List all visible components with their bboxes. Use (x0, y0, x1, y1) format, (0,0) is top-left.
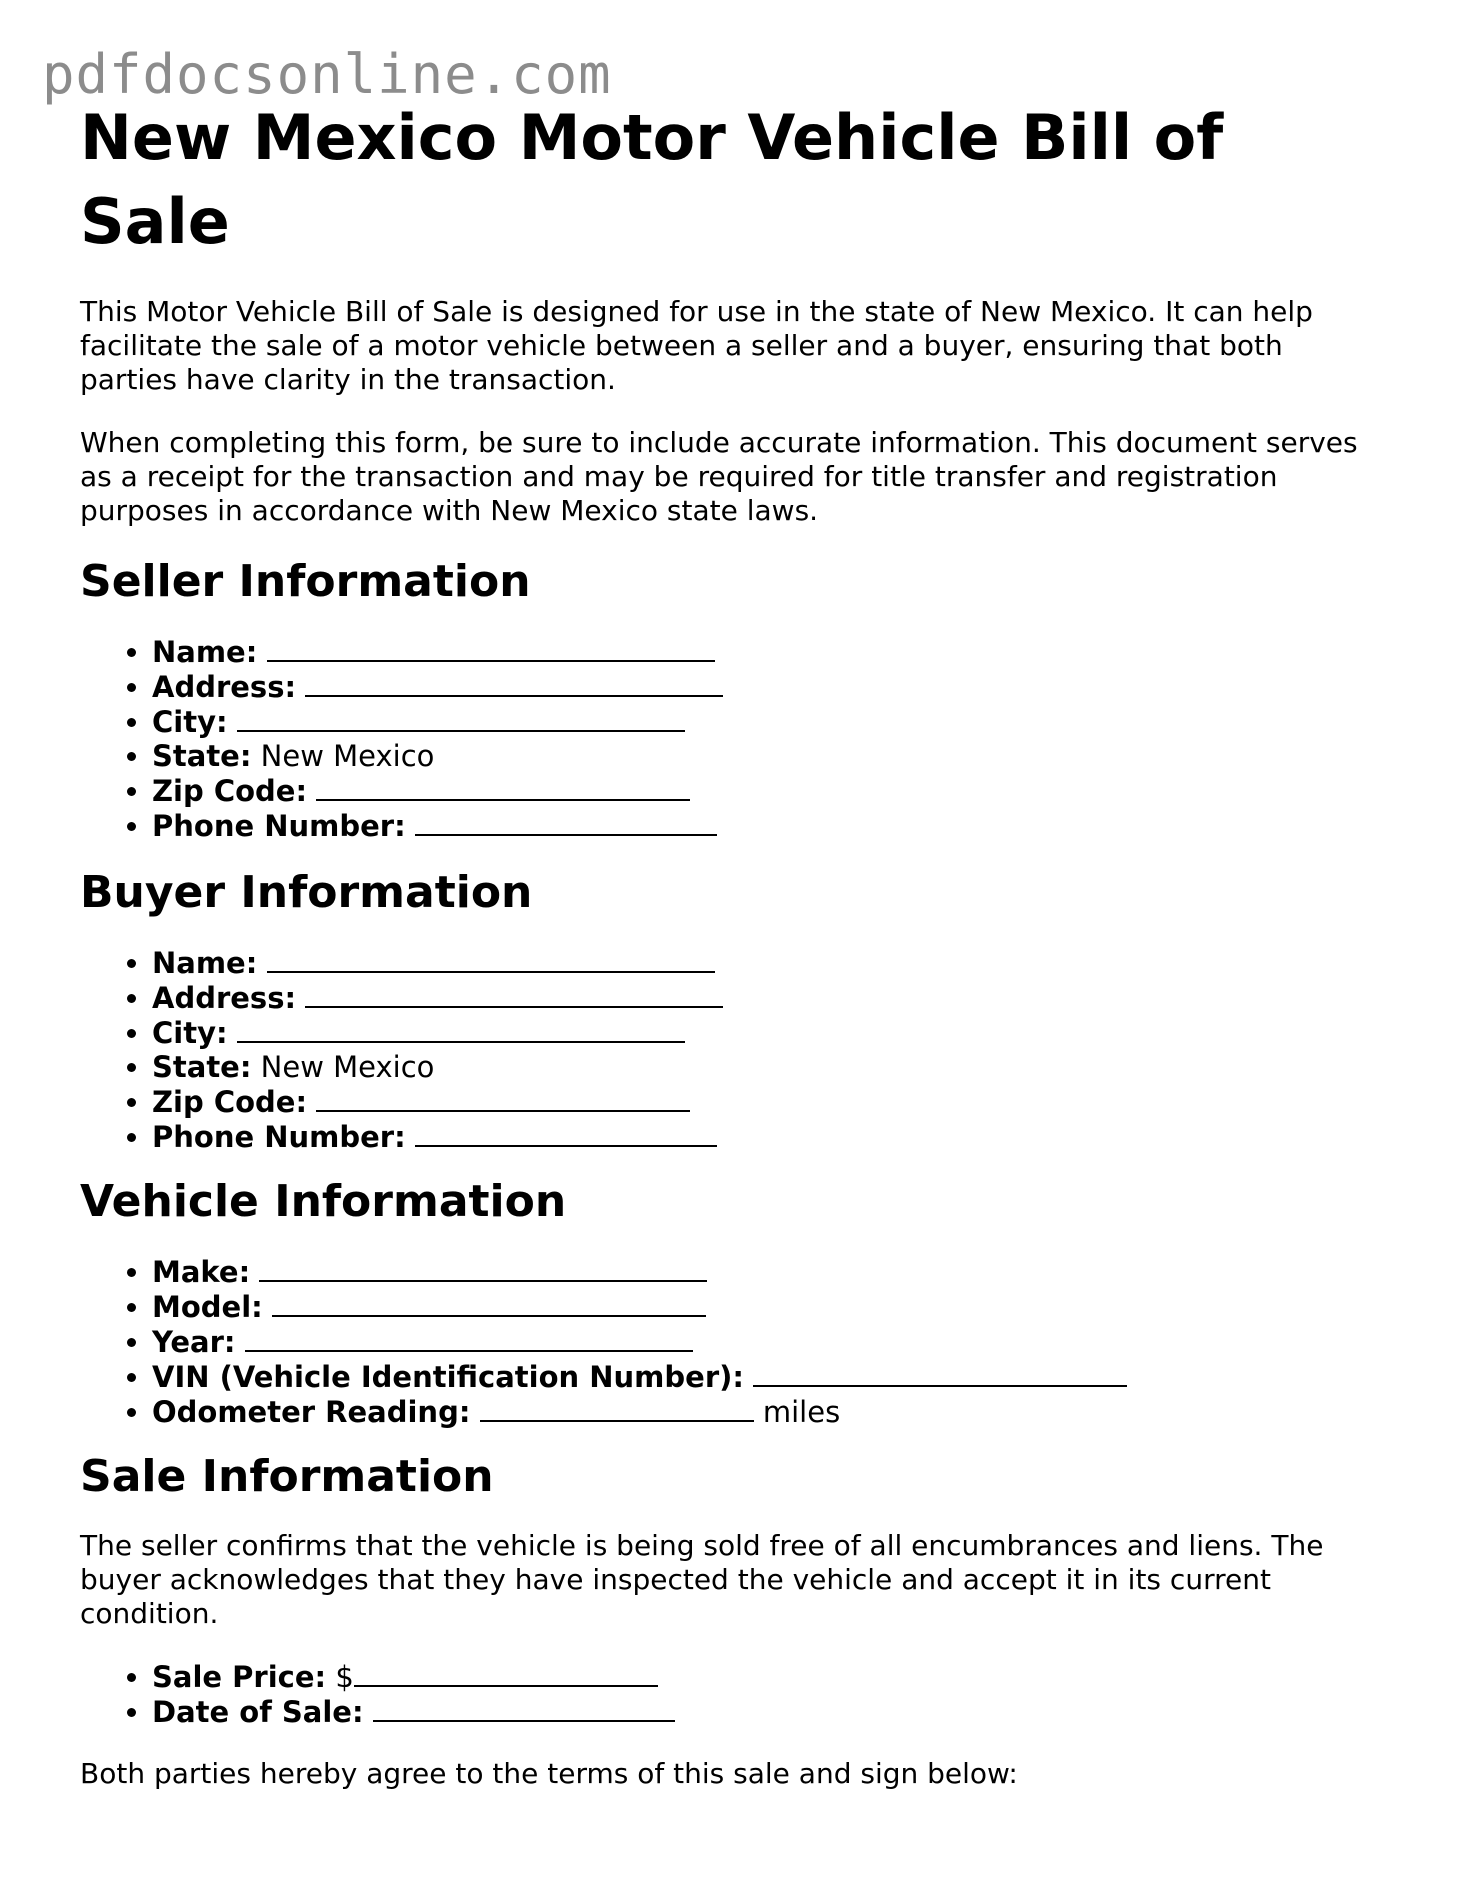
sale-date-field[interactable] (373, 1694, 675, 1722)
vehicle-odometer-item (152, 1394, 1380, 1429)
sale-price-field[interactable] (354, 1659, 658, 1687)
vehicle-year-label: Year: (152, 1325, 236, 1359)
buyer-name-field[interactable] (267, 945, 715, 973)
seller-phone-item (152, 808, 1380, 843)
vehicle-heading: Vehicle Information (80, 1176, 567, 1227)
buyer-name-item (152, 945, 1380, 980)
buyer-phone-label: Phone Number: (152, 1120, 406, 1154)
buyer-phone-field[interactable] (415, 1119, 717, 1147)
seller-city-item (152, 704, 1380, 739)
buyer-zip-item (152, 1084, 1380, 1119)
watermark: pdfdocsonline.com (42, 43, 612, 106)
vehicle-make-field[interactable] (259, 1254, 707, 1282)
seller-state-label: State: (152, 739, 252, 773)
seller-name-field[interactable] (267, 634, 715, 662)
vehicle-make-label: Make: (152, 1255, 251, 1289)
seller-zip-label: Zip Code: (152, 774, 308, 808)
document-page (80, 96, 1380, 1791)
buyer-city-item (152, 1015, 1380, 1050)
sale-price-label: Sale Price: (152, 1660, 327, 1694)
seller-name-label: Name: (152, 635, 258, 669)
intro-paragraph-1: This Motor Vehicle Bill of Sale is designed for use in the state of New Mexico. It can help facilitate the sale of a motor vehicle between a seller and a buyer, ensuring that both parties have clarity in the transaction. (80, 295, 1313, 396)
buyer-city-label: City: (152, 1016, 228, 1050)
sale-price-item (152, 1659, 1380, 1694)
buyer-zip-field[interactable] (316, 1084, 690, 1112)
vehicle-odometer-field[interactable] (480, 1394, 754, 1422)
vehicle-model-item (152, 1289, 1380, 1324)
vehicle-fields (80, 1254, 1380, 1429)
seller-heading: Seller Information (80, 556, 531, 607)
seller-zip-field[interactable] (316, 773, 690, 801)
vehicle-vin-label: VIN (Vehicle Identification Number): (152, 1360, 744, 1394)
buyer-zip-label: Zip Code: (152, 1085, 308, 1119)
vehicle-model-label: Model: (152, 1290, 263, 1324)
intro-paragraph-2: When completing this form, be sure to include accurate information. This document serves as a receipt for the transaction and may be required for title transfer and registration purposes in accordance with New Mexico state laws. (80, 426, 1358, 527)
sale-date-label: Date of Sale: (152, 1695, 364, 1729)
closing-statement: Both parties hereby agree to the terms of this sale and sign below: (80, 1757, 1018, 1790)
sale-price-currency: $ (335, 1660, 354, 1694)
seller-name-item (152, 634, 1380, 669)
vehicle-model-field[interactable] (272, 1289, 706, 1317)
buyer-city-field[interactable] (237, 1015, 685, 1043)
page-title: New Mexico Motor Vehicle Bill of Sale (80, 101, 1224, 258)
buyer-phone-item (152, 1119, 1380, 1154)
sale-fields (80, 1659, 1380, 1729)
seller-state-value: New Mexico (260, 739, 435, 773)
seller-address-item (152, 669, 1380, 704)
buyer-state-item (152, 1050, 1380, 1084)
sale-date-item (152, 1694, 1380, 1729)
buyer-fields (80, 945, 1380, 1154)
vehicle-vin-item (152, 1359, 1380, 1394)
vehicle-year-item (152, 1324, 1380, 1359)
seller-fields (80, 634, 1380, 843)
buyer-state-value: New Mexico (260, 1050, 435, 1084)
seller-address-label: Address: (152, 670, 297, 704)
buyer-address-item (152, 980, 1380, 1015)
seller-city-field[interactable] (237, 704, 685, 732)
buyer-name-label: Name: (152, 946, 258, 980)
seller-phone-field[interactable] (415, 808, 717, 836)
vehicle-make-item (152, 1254, 1380, 1289)
vehicle-vin-field[interactable] (753, 1359, 1127, 1387)
seller-state-item (152, 739, 1380, 773)
buyer-state-label: State: (152, 1050, 252, 1084)
sale-paragraph: The seller confirms that the vehicle is being sold free of all encumbrances and liens. The buyer acknowledges that they have inspected the vehicle and accept it in its current condition. (80, 1529, 1324, 1630)
seller-city-label: City: (152, 705, 228, 739)
seller-phone-label: Phone Number: (152, 809, 406, 843)
buyer-heading: Buyer Information (80, 867, 533, 918)
buyer-address-field[interactable] (305, 980, 723, 1008)
sale-heading: Sale Information (80, 1451, 494, 1502)
buyer-address-label: Address: (152, 981, 297, 1015)
vehicle-odometer-label: Odometer Reading: (152, 1395, 471, 1429)
vehicle-year-field[interactable] (245, 1324, 693, 1352)
vehicle-odometer-unit: miles (762, 1395, 841, 1429)
seller-zip-item (152, 773, 1380, 808)
seller-address-field[interactable] (305, 669, 723, 697)
